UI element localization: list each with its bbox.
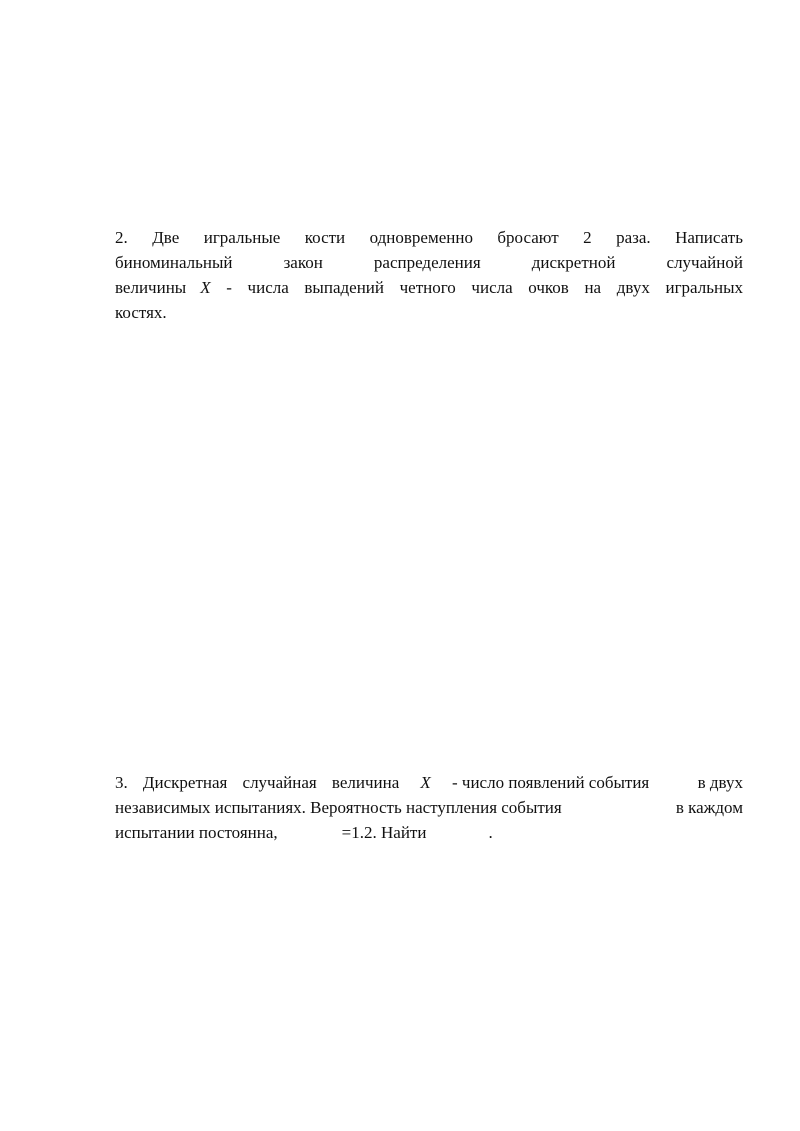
- word: одновременно: [369, 228, 473, 247]
- word: Две: [152, 228, 180, 247]
- problem-3-line-1: [115, 770, 743, 795]
- text-segment: - число появлений события: [451, 773, 650, 792]
- variable-x: X: [420, 773, 431, 792]
- word: числа: [247, 278, 289, 297]
- problem-2-line-2: [115, 250, 743, 275]
- word: 2: [583, 228, 592, 247]
- word: случайной: [666, 253, 743, 272]
- word: игральные: [203, 228, 281, 247]
- word: распределения: [373, 253, 481, 272]
- variable-x: X: [200, 278, 211, 297]
- word: игральных: [665, 278, 743, 297]
- word: двух: [616, 278, 650, 297]
- text-segment: испытании постоянна,: [115, 823, 278, 842]
- text-segment: =1.2. Найти: [341, 823, 427, 842]
- problem-3: [115, 770, 743, 845]
- word: бросают: [497, 228, 559, 247]
- word: 2.: [115, 228, 128, 247]
- word: числа: [471, 278, 513, 297]
- text-segment: независимых испытаниях. Вероятность наступления события: [115, 798, 562, 817]
- problem-2: [115, 225, 743, 325]
- formula-gap: [664, 770, 682, 795]
- word: случайная: [242, 773, 317, 792]
- word: дискретной: [531, 253, 616, 272]
- problem-3-line-2: [115, 795, 743, 820]
- formula-gap: [278, 820, 342, 845]
- word: очков: [528, 278, 569, 297]
- word: закон: [283, 253, 323, 272]
- formula-gap: [426, 820, 488, 845]
- word: выпадений: [304, 278, 384, 297]
- problem-2-line-4: [115, 300, 743, 325]
- text-segment: в каждом: [675, 798, 743, 817]
- text-segment: .: [488, 823, 493, 842]
- word: кости: [304, 228, 346, 247]
- problem-2-line-3: [115, 275, 743, 300]
- word: [115, 275, 211, 300]
- word: 3.: [115, 773, 128, 792]
- text-segment: в двух: [697, 773, 743, 792]
- problem-3-line-3: [115, 820, 743, 845]
- word-text: величины: [115, 278, 187, 297]
- word: Написать: [675, 228, 743, 247]
- word: раза.: [616, 228, 651, 247]
- problem-2-line-1: [115, 225, 743, 250]
- word: биноминальный: [115, 253, 233, 272]
- word: величина: [331, 773, 400, 792]
- word: -: [226, 278, 232, 297]
- word: на: [584, 278, 602, 297]
- word: Дискретная: [142, 773, 228, 792]
- word: четного: [399, 278, 456, 297]
- formula-gap: [608, 795, 630, 820]
- word: костях.: [115, 303, 167, 322]
